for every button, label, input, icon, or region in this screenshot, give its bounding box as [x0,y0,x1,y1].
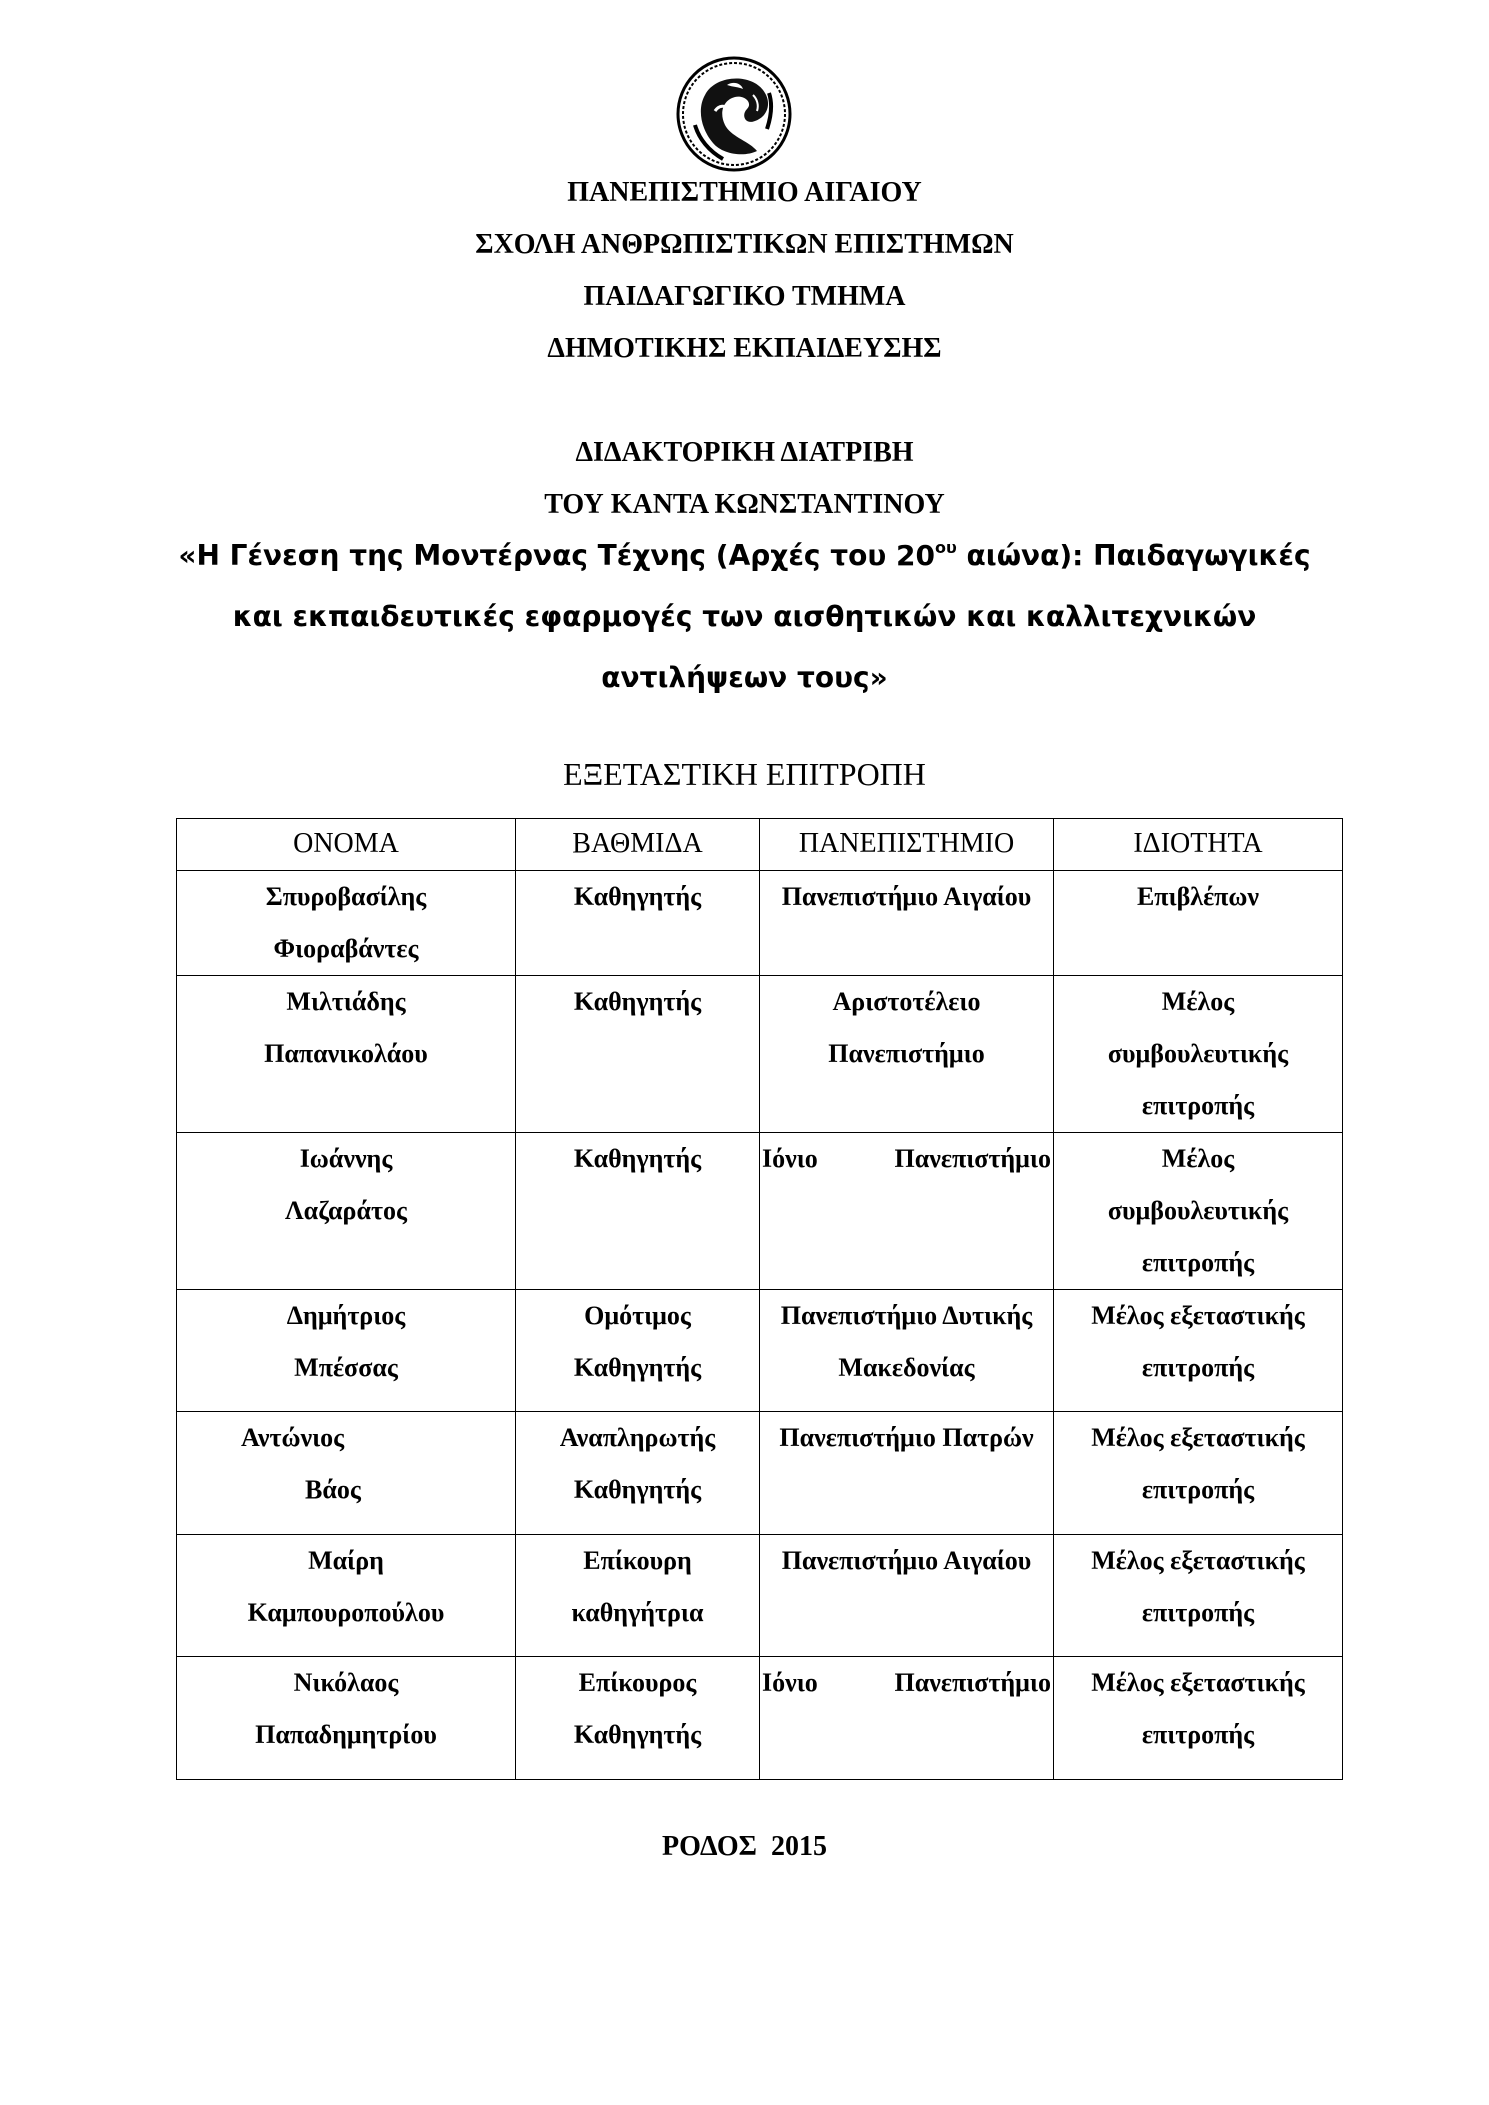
member-rank [516,1290,760,1412]
column-header-role: ΙΔΙΟΤΗΤΑ [1054,819,1343,871]
member-rank [516,1412,760,1535]
member-university [760,1535,1054,1657]
member-name [177,871,516,976]
rank-line: Επίκουρος [578,1668,697,1697]
rank-line: Καθηγητής [573,1144,702,1173]
thesis-author: ΤΟΥ ΚΑΝΤΑ ΚΩΝΣΤΑΝΤΙΝΟΥ [544,489,945,520]
role-line: επιτροπής [1141,1248,1255,1277]
university-line: Αριστοτέλειο [832,987,981,1016]
university-line: Πανεπιστήμιο Δυτικής [780,1301,1033,1330]
thesis-title-line3: αντιλήψεων τους» [601,661,888,694]
member-university [760,1657,1054,1780]
column-header-name: ΟΝΟΜΑ [177,819,516,871]
name-line: Αντώνιος [241,1423,345,1452]
table-row [177,976,1343,1133]
member-role [1054,1290,1343,1412]
table-row [177,1535,1343,1657]
thesis-title-part1: «Η Γένεση της Μοντέρνας Τέχνης (Αρχές του 20 [178,539,936,572]
name-line: Μαίρη [308,1546,384,1575]
table-row [177,1133,1343,1290]
member-name [177,1535,516,1657]
committee-table [176,818,1343,1780]
thesis-title-superscript: ου [935,538,957,557]
role-line: Μέλος εξεταστικής [1091,1301,1305,1330]
university-line: Μακεδονίας [838,1353,975,1382]
role-line: Μέλος εξεταστικής [1091,1668,1305,1697]
name-line: Μιλτιάδης [286,987,406,1016]
university-line: Πανεπιστήμιο Αιγαίου [781,1546,1032,1575]
role-line: επιτροπής [1141,1091,1255,1120]
member-rank [516,976,760,1133]
name-line: Νικόλαος [293,1668,399,1697]
thesis-type: ΔΙΔΑΚΤΟΡΙΚΗ ΔΙΑΤΡΙΒΗ [575,437,914,468]
university-seal-logo [675,55,793,173]
role-line: επιτροπής [1141,1598,1255,1627]
member-name [177,976,516,1133]
rank-line: Καθηγητής [573,1475,702,1504]
table-row [177,871,1343,976]
table-header-row [177,819,1343,871]
university-line: Πανεπιστήμιο Πατρών [779,1423,1034,1452]
name-line: Μπέσσας [294,1353,398,1382]
role-line: Μέλος [1161,1144,1235,1173]
university-name: ΠΑΝΕΠΙΣΤΗΜΙΟ ΑΙΓΑΙΟΥ [567,177,922,208]
member-name [177,1412,516,1535]
name-line: Σπυροβασίλης [265,882,427,911]
member-university [760,976,1054,1133]
role-line: συμβουλευτικής [1107,1196,1289,1225]
rank-line: Καθηγητής [573,987,702,1016]
member-role [1054,1657,1343,1780]
university-line: Ιόνιο Πανεπιστήμιο [762,1668,1051,1697]
name-line: Δημήτριος [286,1301,406,1330]
table-row [177,1657,1343,1780]
name-line: Βάος [305,1475,361,1504]
member-rank [516,1657,760,1780]
member-name [177,1290,516,1412]
role-line: επιτροπής [1141,1353,1255,1382]
name-line: Καμπουροπούλου [247,1598,445,1627]
role-line: επιτροπής [1141,1720,1255,1749]
role-line: Επιβλέπων [1136,882,1260,911]
role-line: συμβουλευτικής [1107,1039,1289,1068]
role-line: Μέλος εξεταστικής [1091,1423,1305,1452]
division-name: ΔΗΜΟΤΙΚΗΣ ΕΚΠΑΙΔΕΥΣΗΣ [547,333,942,364]
member-rank [516,1535,760,1657]
member-university [760,1412,1054,1535]
name-line: Λαζαράτος [285,1196,407,1225]
role-line: επιτροπής [1141,1475,1255,1504]
rank-line: Καθηγητής [573,1353,702,1382]
name-line: Παπαδημητρίου [255,1720,437,1749]
table-row [177,1290,1343,1412]
member-role [1054,1412,1343,1535]
rank-line: Καθηγητής [573,882,702,911]
role-line: Μέλος [1161,987,1235,1016]
committee-heading: ΕΞΕΤΑΣΤΙΚΗ ΕΠΙΤΡΟΠΗ [563,756,926,792]
member-rank [516,1133,760,1290]
name-line: Φιοραβάντες [273,934,419,963]
member-role [1054,1133,1343,1290]
member-university [760,1290,1054,1412]
member-university [760,871,1054,976]
rank-line: Επίκουρη [583,1546,692,1575]
university-line: Πανεπιστήμιο [828,1039,985,1068]
rank-line: Καθηγητής [573,1720,702,1749]
member-university [760,1133,1054,1290]
table-row [177,1412,1343,1535]
thesis-title [150,525,1339,708]
school-name: ΣΧΟΛΗ ΑΝΘΡΩΠΙΣΤΙΚΩΝ ΕΠΙΣΤΗΜΩΝ [475,229,1014,260]
role-line: Μέλος εξεταστικής [1091,1546,1305,1575]
university-line: Ιόνιο Πανεπιστήμιο [762,1144,1051,1173]
rank-line: Ομότιμος [584,1301,691,1330]
member-name [177,1133,516,1290]
member-rank [516,871,760,976]
department-name: ΠΑΙΔΑΓΩΓΙΚΟ ΤΜΗΜΑ [583,281,906,312]
column-header-rank: ΒΑΘΜΙΔΑ [516,819,760,871]
member-name [177,1657,516,1780]
member-role [1054,871,1343,976]
rank-line: καθηγήτρια [571,1598,704,1627]
member-role [1054,976,1343,1133]
name-line: Ιωάννης [299,1144,393,1173]
place-year: ΡΟΔΟΣ 2015 [662,1831,827,1862]
thesis-title-line2: και εκπαιδευτικές εφαρμογές των αισθητικών και καλλιτεχνικών [232,600,1257,633]
member-role [1054,1535,1343,1657]
university-line: Πανεπιστήμιο Αιγαίου [781,882,1032,911]
thesis-title-part2: αιώνα): Παιδαγωγικές [956,539,1311,572]
name-line: Παπανικολάου [264,1039,428,1068]
column-header-university: ΠΑΝΕΠΙΣΤΗΜΙΟ [760,819,1054,871]
rank-line: Αναπληρωτής [559,1423,716,1452]
